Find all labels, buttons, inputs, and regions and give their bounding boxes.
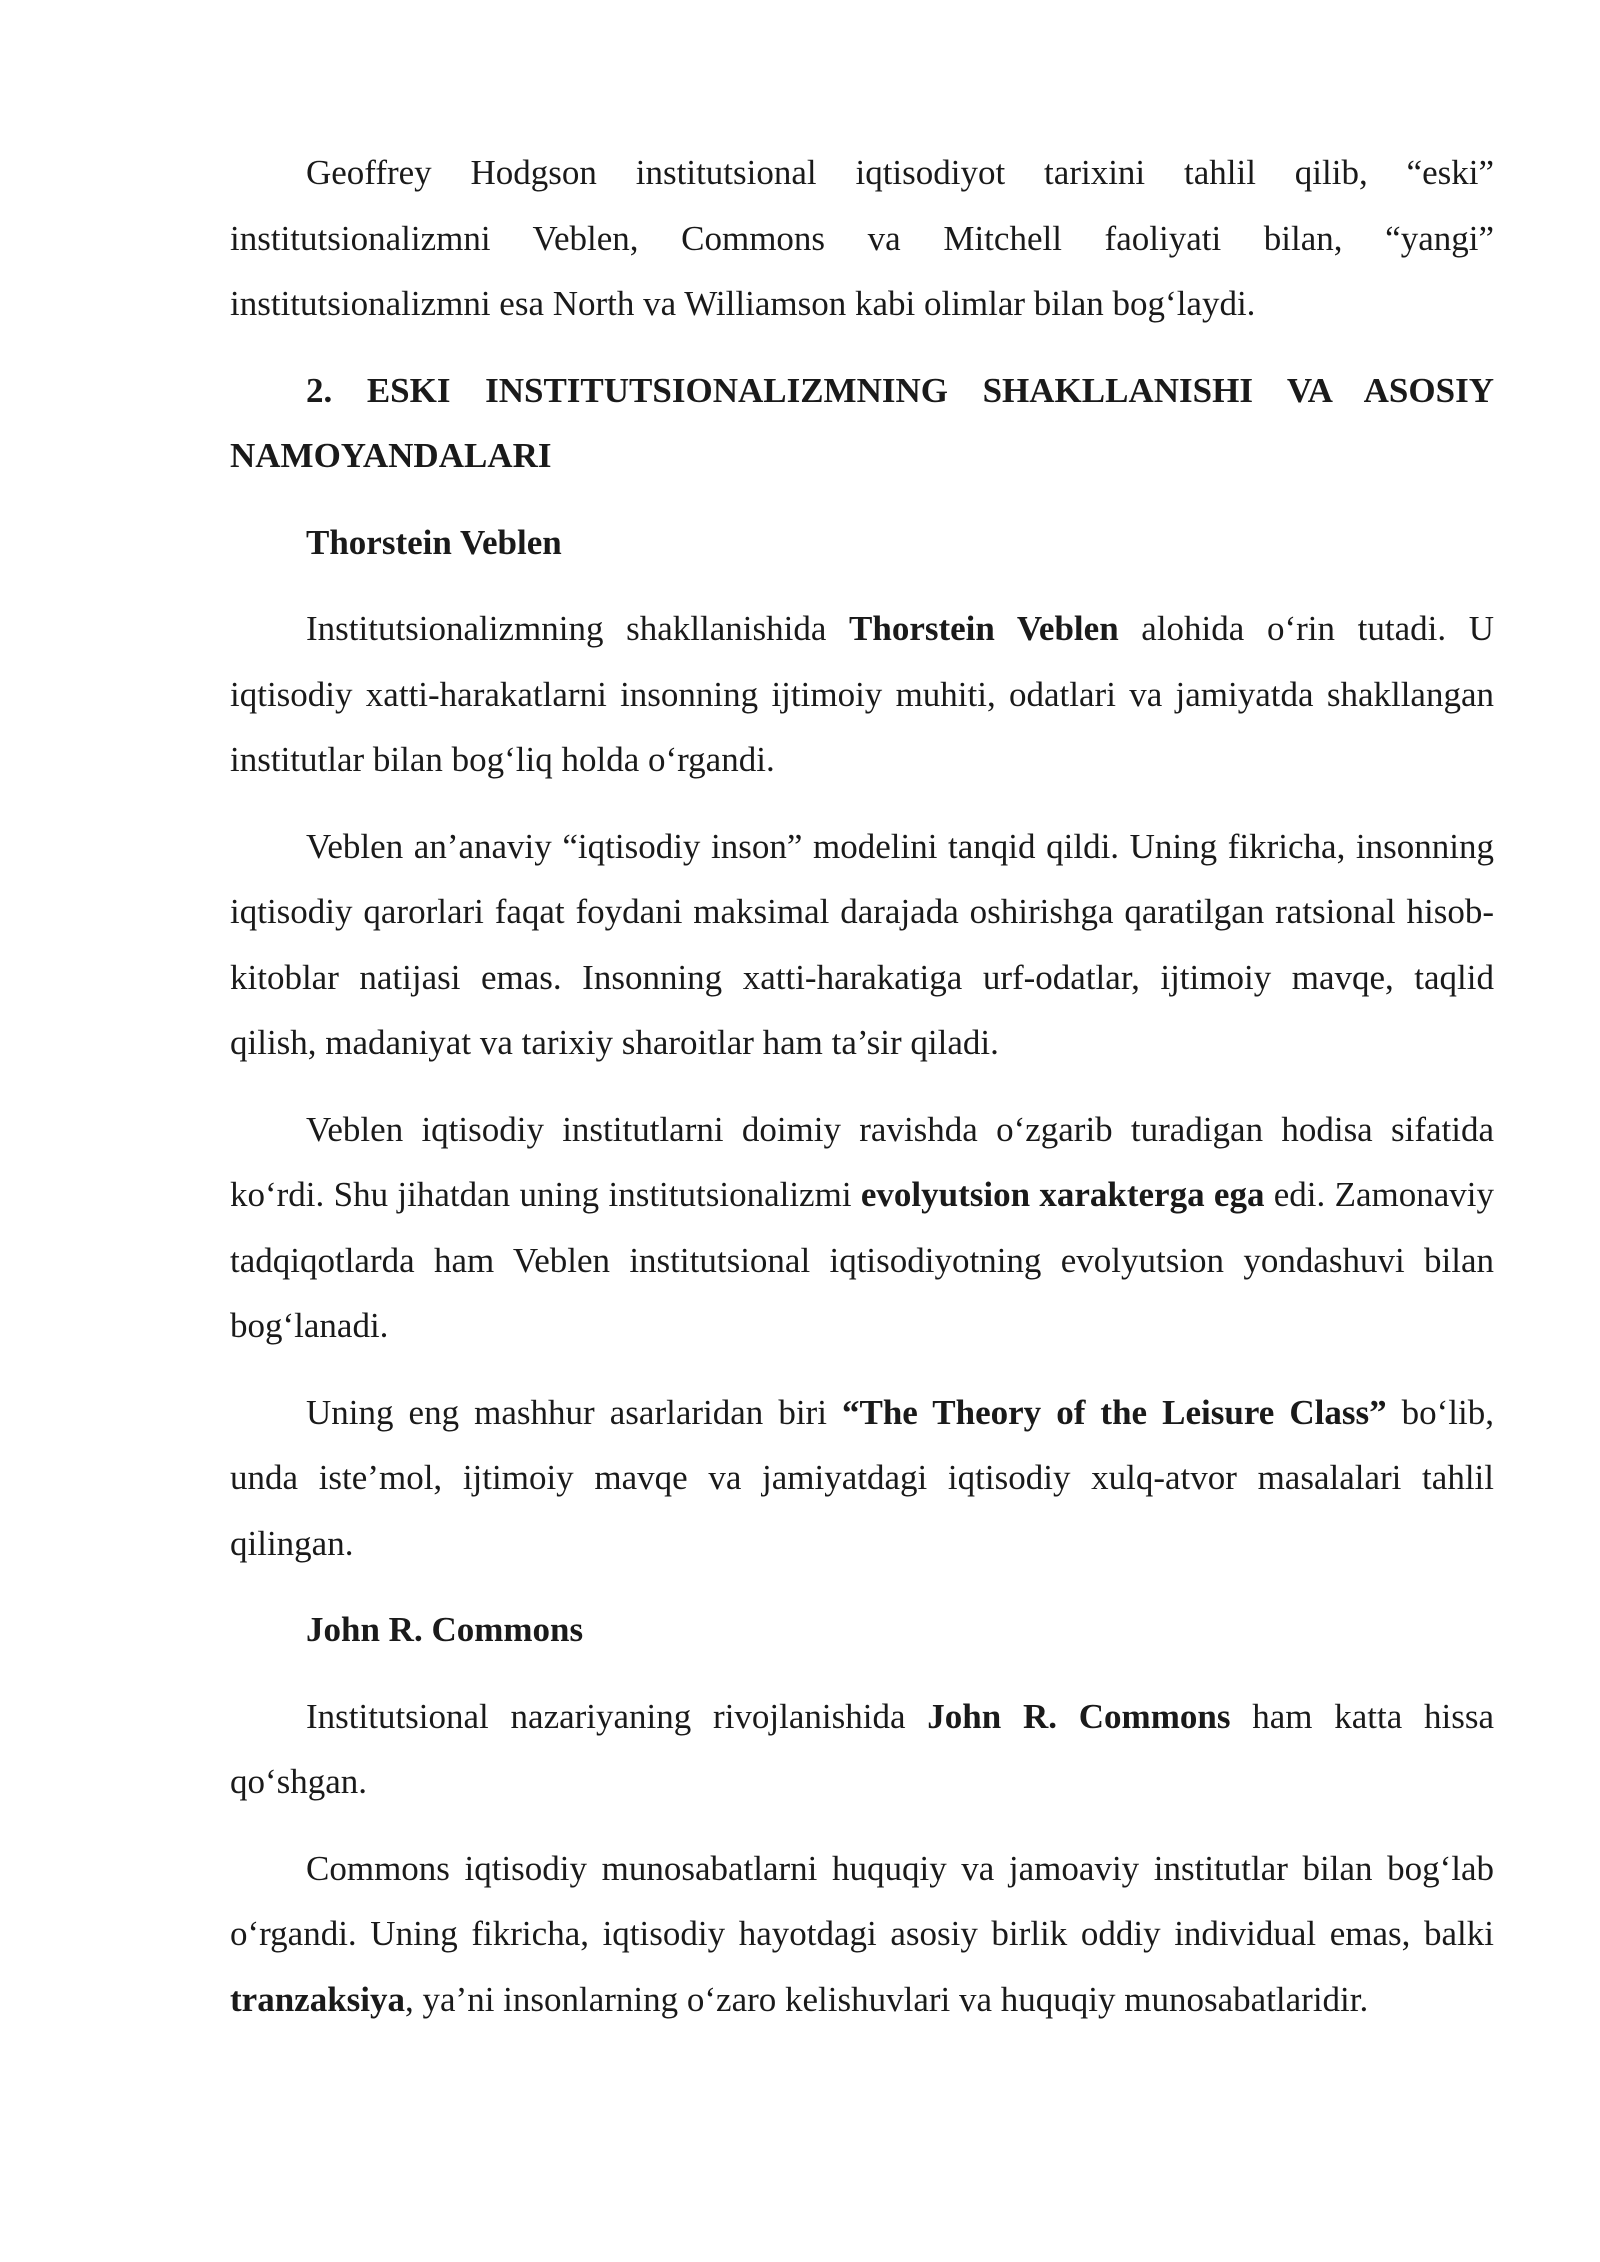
subheading-commons xyxy=(230,1597,1494,1663)
paragraph-hodgson xyxy=(230,140,1494,337)
paragraph-commons-intro xyxy=(230,1684,1494,1815)
paragraph-veblen-evolution xyxy=(230,1097,1494,1359)
paragraph-text: ham katta hissa qo‘shgan. xyxy=(230,1696,1494,1801)
paragraph-text: alohida o‘rin tutadi. U iqtisodiy xatti-harakatlarni insonning ijtimoiy muhiti, odatlari va jamiyatda shakllangan institutlar bilan bog‘liq holda o‘rgandi. xyxy=(230,609,1494,779)
paragraph-text: , ya’ni insonlarning o‘zaro kelishuvlari va huquqiy munosabatlaridir. xyxy=(405,1979,1369,2019)
paragraph-veblen-works xyxy=(230,1380,1494,1577)
bold-term: evolyutsion xarakterga ega xyxy=(860,1175,1265,1214)
paragraph-text: Institutsional nazariyaning rivojlanishida xyxy=(306,1696,928,1736)
subheading-text: Thorstein Veblen xyxy=(306,522,562,562)
subheading-text: John R. Commons xyxy=(306,1610,584,1649)
paragraph-commons-transaction xyxy=(230,1836,1494,2033)
paragraph-text: bo‘lib, unda iste’mol, ijtimoiy mavqe va jamiyatdagi iqtisodiy xulq-atvor masalalari tahlil qilingan. xyxy=(230,1392,1494,1563)
subheading-veblen xyxy=(230,510,1494,576)
paragraph-text: Institutsionalizmning shakllanishida xyxy=(306,609,850,648)
paragraph-text: Commons iqtisodiy munosabatlarni huquqiy va jamoaviy institutlar bilan bog‘lab o‘rgandi. Uning fikricha, iqtisodiy hayotdagi asosiy birlik oddiy individual emas, balki xyxy=(230,1848,1494,1953)
document-page xyxy=(230,140,1494,2053)
paragraph-text: edi. Zamonaviy tadqiqotlarda ham Veblen institutsional iqtisodiyotning evolyutsion yondashuvi bilan bog‘lanadi. xyxy=(230,1175,1494,1345)
bold-term: “The Theory of the Leisure Class” xyxy=(842,1392,1387,1432)
paragraph-text: Geoffrey Hodgson institutsional iqtisodiyot tarixini tahlil qilib, “eski” institutsionalizmni Veblen, Commons va Mitchell faoliyati bilan, “yangi” institutsionalizmni esa North va Williamson kabi olimlar bilan bog‘laydi. xyxy=(230,153,1494,323)
paragraph-text: Veblen iqtisodiy institutlarni doimiy ravishda o‘zgarib turadigan hodisa sifatida ko‘rdi. Shu jihatdan uning institutsionalizmi xyxy=(230,1109,1494,1214)
bold-term: tranzaksiya xyxy=(230,1979,405,2019)
section-heading xyxy=(230,358,1494,489)
paragraph-veblen-intro xyxy=(230,596,1494,793)
bold-term: John R. Commons xyxy=(927,1696,1231,1736)
section-heading-text: 2. ESKI INSTITUTSIONALIZMNING SHAKLLANISHI VA ASOSIY NAMOYANDALARI xyxy=(230,370,1494,475)
paragraph-text: Veblen an’anaviy “iqtisodiy inson” modelini tanqid qildi. Uning fikricha, insonning iqtisodiy qarorlari faqat foydani maksimal darajada oshirishga qaratilgan ratsional hisob-kitoblar natijasi emas. Insonning xatti-harakatiga urf-odatlar, ijtimoiy mavqe, taqlid qilish, madaniyat va tarixiy sharoitlar ham ta’sir qiladi. xyxy=(230,826,1494,1062)
paragraph-text: Uning eng mashhur asarlaridan biri xyxy=(306,1392,842,1432)
bold-term: Thorstein Veblen xyxy=(849,609,1119,648)
paragraph-veblen-critique xyxy=(230,814,1494,1076)
